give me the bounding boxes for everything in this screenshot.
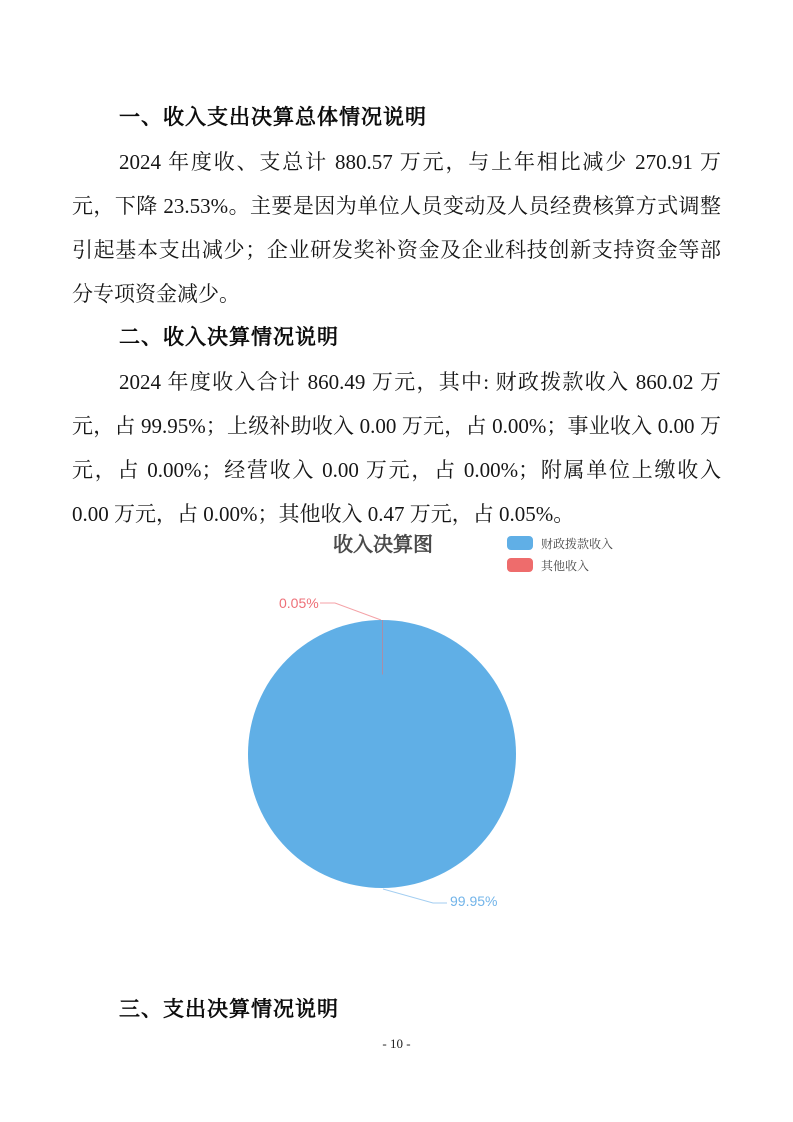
section-heading-expenditure: 三、支出决算情况说明 (119, 998, 339, 1021)
section-paragraph-income: 2024 年度收入合计 860.49 万元，其中: 财政拨款收入 860.02 万元，占 99.95%；上级补助收入 0.00 万元，占 0.00%；事业收入 0.00 万元，占 0.00%；经营收入 0.00 万元，占 0.00%；附属单位上缴收入 0.00 万元，占 0.00%；其他收入 0.47 万元，占 0.05%。 (72, 370, 721, 526)
pie-label-other-income: 0.05% (279, 595, 319, 611)
income-pie-chart (0, 536, 793, 988)
page-number: - 10 - (382, 1036, 411, 1051)
legend-label-fiscal-income: 财政拨款收入 (541, 536, 614, 551)
leader-line-other-income (320, 603, 381, 620)
section-heading-overall: 一、收入支出决算总体情况说明 (119, 106, 427, 129)
section-paragraph-overall: 2024 年度收、支总计 880.57 万元，与上年相比减少 270.91 万元，下降 23.53%。主要是因为单位人员变动及人员经费核算方式调整引起基本支出减少；企业研发奖补资金及企业科技创新支持资金等部分专项资金减少。 (72, 150, 721, 306)
leader-line-fiscal-income (383, 889, 447, 903)
pie-leader-lines (0, 536, 793, 988)
pie-label-fiscal-income: 99.95% (450, 893, 498, 909)
legend-label-other-income: 其他收入 (541, 558, 590, 573)
section-heading-income: 二、收入决算情况说明 (119, 326, 339, 349)
chart-title: 收入决算图 (333, 534, 433, 556)
